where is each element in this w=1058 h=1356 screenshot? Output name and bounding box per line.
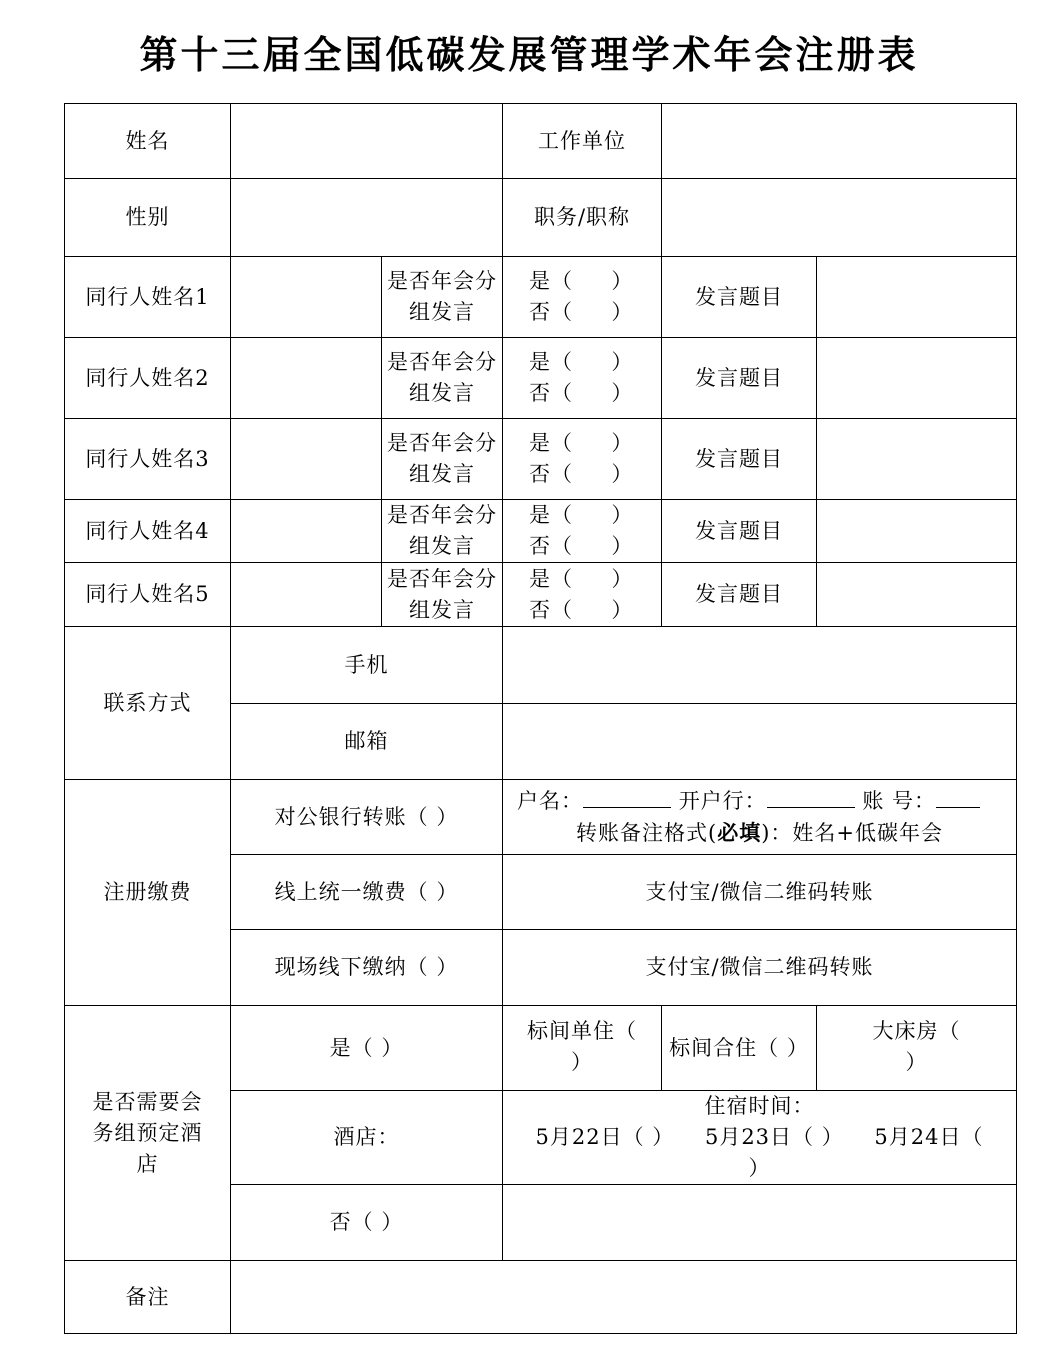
king-room-option[interactable]: 大床房（ ） <box>817 1006 1017 1091</box>
registration-form-table <box>64 103 1017 1334</box>
page-title: 第十三届全国低碳发展管理学术年会注册表 <box>139 32 919 77</box>
phone-label: 手机 <box>231 627 503 704</box>
email-field[interactable] <box>503 704 1017 780</box>
phone-field[interactable] <box>503 627 1017 704</box>
speak-options[interactable]: 是（ ） 否（ ） <box>503 500 662 563</box>
topic-field[interactable] <box>817 500 1017 563</box>
gender-field[interactable] <box>231 179 503 257</box>
bank-number-label: 账 号： <box>862 789 937 813</box>
speak-options[interactable]: 是（ ） 否（ ） <box>503 257 662 338</box>
companion-row <box>65 500 1017 563</box>
companion-name-field[interactable] <box>231 563 382 627</box>
topic-field[interactable] <box>817 257 1017 338</box>
bank-account-name-blank[interactable] <box>583 785 671 808</box>
topic-label: 发言题目 <box>662 419 817 500</box>
standard-shared-option[interactable]: 标间合住（ ） <box>662 1006 817 1091</box>
gender-label: 性别 <box>65 179 231 257</box>
remarks-label: 备注 <box>65 1261 231 1334</box>
name-field[interactable] <box>231 104 503 179</box>
topic-field[interactable] <box>817 563 1017 627</box>
companion-name-field[interactable] <box>231 338 382 419</box>
companion-name-label: 同行人姓名4 <box>65 500 231 563</box>
hotel-name-label: 酒店： <box>231 1091 503 1185</box>
companion-name-field[interactable] <box>231 500 382 563</box>
name-row <box>65 104 1017 179</box>
online-payment-desc: 支付宝/微信二维码转账 <box>503 855 1017 930</box>
companion-name-label: 同行人姓名1 <box>65 257 231 338</box>
topic-label: 发言题目 <box>662 338 817 419</box>
companion-row <box>65 257 1017 338</box>
contact-label: 联系方式 <box>65 627 231 780</box>
hotel-no-option[interactable]: 否（ ） <box>231 1185 503 1261</box>
stay-dates-close: ） <box>748 1156 771 1180</box>
companion-name-field[interactable] <box>231 257 382 338</box>
stay-dates[interactable]: 5月22日（ ） 5月23日（ ） 5月24日（ <box>535 1125 984 1149</box>
remarks-row <box>65 1261 1017 1334</box>
onsite-payment-option[interactable]: 现场线下缴纳（ ） <box>231 930 503 1006</box>
hotel-question-label: 是否需要会 务组预定酒 店 <box>65 1006 231 1261</box>
bank-branch-label: 开户行： <box>678 789 767 813</box>
name-label: 姓名 <box>65 104 231 179</box>
position-label: 职务/职称 <box>503 179 662 257</box>
companion-name-field[interactable] <box>231 419 382 500</box>
hotel-yes-option[interactable]: 是（ ） <box>231 1006 503 1091</box>
work-unit-label: 工作单位 <box>503 104 662 179</box>
topic-field[interactable] <box>817 338 1017 419</box>
companion-name-label: 同行人姓名3 <box>65 419 231 500</box>
position-field[interactable] <box>662 179 1017 257</box>
standard-single-option[interactable]: 标间单住（ ） <box>503 1006 662 1091</box>
remarks-field[interactable] <box>231 1261 1017 1334</box>
topic-label: 发言题目 <box>662 563 817 627</box>
email-label: 邮箱 <box>231 704 503 780</box>
bank-number-blank[interactable] <box>936 785 980 808</box>
companion-row <box>65 563 1017 627</box>
fee-bank-row <box>65 780 1017 855</box>
hotel-yes-row <box>65 1006 1017 1091</box>
stay-time-cell[interactable] <box>503 1091 1017 1185</box>
companion-row <box>65 338 1017 419</box>
bank-note: 转账备注格式(必填)：姓名+低碳年会 <box>576 820 943 845</box>
speak-question: 是否年会分 组发言 <box>382 500 503 563</box>
contact-phone-row <box>65 627 1017 704</box>
speak-options[interactable]: 是（ ） 否（ ） <box>503 563 662 627</box>
speak-options[interactable]: 是（ ） 否（ ） <box>503 419 662 500</box>
speak-question: 是否年会分 组发言 <box>382 338 503 419</box>
topic-field[interactable] <box>817 419 1017 500</box>
speak-question: 是否年会分 组发言 <box>382 563 503 627</box>
companion-name-label: 同行人姓名5 <box>65 563 231 627</box>
topic-label: 发言题目 <box>662 500 817 563</box>
companion-name-label: 同行人姓名2 <box>65 338 231 419</box>
onsite-payment-desc: 支付宝/微信二维码转账 <box>503 930 1017 1006</box>
hotel-no-field <box>503 1185 1017 1261</box>
speak-question: 是否年会分 组发言 <box>382 257 503 338</box>
bank-transfer-option[interactable]: 对公银行转账（ ） <box>231 780 503 855</box>
companion-row <box>65 419 1017 500</box>
speak-question: 是否年会分 组发言 <box>382 419 503 500</box>
bank-transfer-details <box>503 780 1017 855</box>
online-payment-option[interactable]: 线上统一缴费（ ） <box>231 855 503 930</box>
bank-account-name-label: 户名： <box>517 789 583 813</box>
stay-time-label: 住宿时间： <box>704 1094 815 1118</box>
bank-branch-blank[interactable] <box>767 785 855 808</box>
work-unit-field[interactable] <box>662 104 1017 179</box>
speak-options[interactable]: 是（ ） 否（ ） <box>503 338 662 419</box>
gender-row <box>65 179 1017 257</box>
topic-label: 发言题目 <box>662 257 817 338</box>
fee-label: 注册缴费 <box>65 780 231 1006</box>
